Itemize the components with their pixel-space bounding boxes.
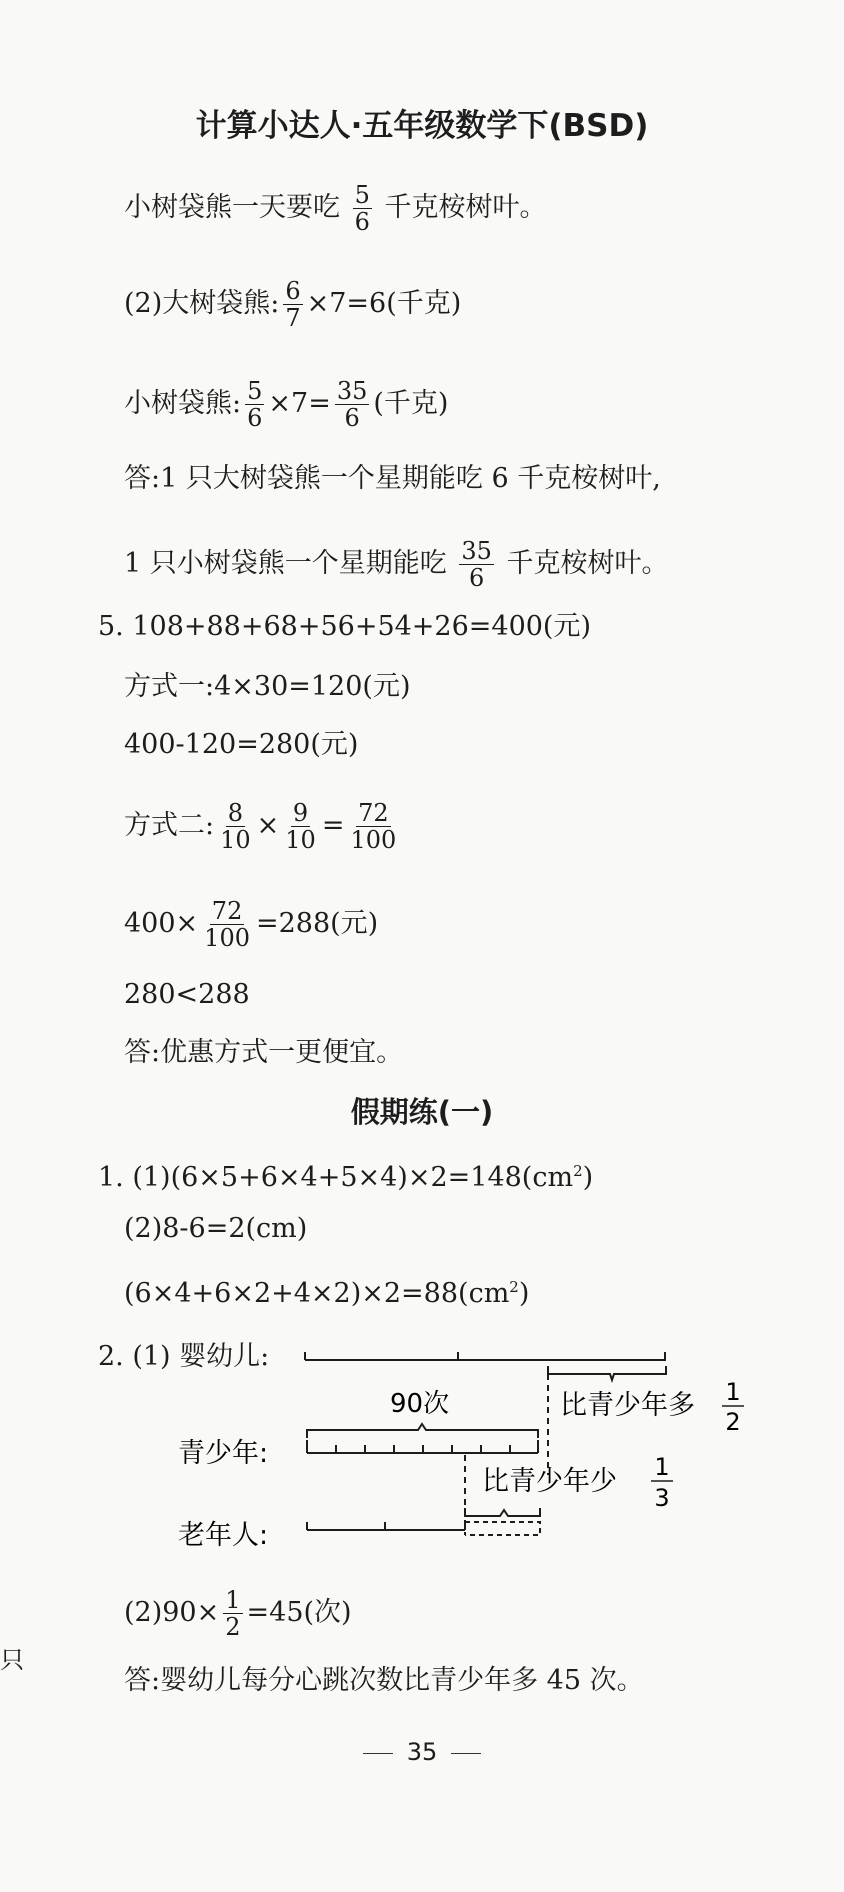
numerator: 5 bbox=[247, 377, 263, 405]
line-text: 400× bbox=[124, 908, 199, 939]
line-text: ) bbox=[582, 1162, 594, 1193]
count-brace bbox=[307, 1424, 538, 1438]
numerator: 72 bbox=[358, 799, 389, 827]
denominator: 6 bbox=[468, 564, 485, 592]
youth-segment bbox=[307, 1440, 538, 1453]
youth-label: 青少年: bbox=[178, 1438, 269, 1469]
line-text: ×7=6(千克) bbox=[306, 288, 462, 319]
numerator: 6 bbox=[285, 277, 301, 305]
q1-line-2: (2)8-6=2(cm) bbox=[124, 1213, 308, 1244]
numerator: 5 bbox=[354, 181, 370, 209]
answer-line-3: 答:优惠方式一更便宜。 bbox=[124, 1037, 404, 1068]
denominator: 6 bbox=[354, 208, 370, 236]
subtraction-line: 400-120=280(元) bbox=[124, 729, 359, 760]
numerator: 8 bbox=[227, 799, 244, 827]
denominator: 7 bbox=[285, 304, 301, 332]
operator: = bbox=[321, 810, 345, 841]
fraction bbox=[348, 800, 398, 853]
option-one-line: 方式一:4×30=120(元) bbox=[124, 671, 411, 702]
q2-answer: 答:婴幼儿每分心跳次数比青少年多 45 次。 bbox=[124, 1665, 644, 1696]
denominator: 100 bbox=[350, 826, 397, 854]
fraction bbox=[245, 378, 264, 431]
fraction bbox=[202, 898, 252, 951]
section-title: 假期练(一) bbox=[350, 1095, 494, 1129]
numerator: 35 bbox=[336, 377, 368, 405]
denominator: 10 bbox=[285, 826, 316, 854]
line-text: ) bbox=[518, 1278, 530, 1309]
line-text: 1 只小树袋熊一个星期能吃 bbox=[124, 548, 447, 579]
answer-line-1: 答:1 只大树袋熊一个星期能吃 6 千克桉树叶, bbox=[124, 463, 661, 494]
more-denominator: 2 bbox=[725, 1408, 741, 1436]
line-text: =45(次) bbox=[246, 1597, 352, 1628]
q2-line-2 bbox=[124, 1587, 352, 1640]
numerator: 72 bbox=[211, 897, 243, 925]
infant-segment bbox=[305, 1352, 665, 1360]
fraction bbox=[459, 538, 494, 591]
line-text: 小树袋熊: bbox=[124, 388, 242, 419]
elder-dashed-part bbox=[465, 1522, 540, 1535]
elder-segment bbox=[307, 1520, 465, 1530]
margin-mark: 只 bbox=[0, 1646, 24, 1674]
line-text: 千克桉树叶。 bbox=[384, 192, 547, 223]
line-text: ×7= bbox=[268, 388, 331, 419]
line-text: (千克) bbox=[373, 388, 449, 419]
line-text: (2)90× bbox=[124, 1597, 220, 1628]
dash bbox=[363, 1753, 393, 1754]
solution-line-3 bbox=[124, 378, 448, 431]
line-text: (6×4+6×2+4×2)×2=88(cm bbox=[124, 1278, 510, 1309]
fraction bbox=[283, 800, 318, 853]
more-label: 比青少年多 bbox=[560, 1390, 695, 1421]
q2-prefix: 2. (1) 婴幼儿: bbox=[98, 1341, 270, 1372]
line-text: 小树袋熊一天要吃 bbox=[124, 192, 340, 223]
fraction bbox=[335, 378, 370, 431]
denominator: 10 bbox=[220, 826, 251, 854]
denominator: 6 bbox=[247, 404, 263, 432]
more-numerator: 1 bbox=[725, 1378, 741, 1406]
page-number bbox=[0, 1738, 844, 1766]
denominator: 2 bbox=[225, 1613, 241, 1641]
line-text: =288(元) bbox=[255, 908, 379, 939]
numerator: 9 bbox=[292, 799, 309, 827]
fraction bbox=[283, 278, 302, 331]
solution-line-2 bbox=[124, 278, 461, 331]
fraction bbox=[223, 1587, 242, 1640]
answer-line-2 bbox=[124, 538, 669, 591]
less-denominator: 3 bbox=[654, 1484, 670, 1512]
fraction bbox=[353, 182, 372, 235]
page-number-text: 35 bbox=[406, 1738, 438, 1766]
elder-label: 老年人: bbox=[178, 1520, 269, 1551]
option-two-line bbox=[124, 800, 402, 853]
solution-line-1 bbox=[124, 182, 546, 235]
less-numerator: 1 bbox=[654, 1453, 670, 1481]
infant-extra-brace bbox=[548, 1366, 666, 1380]
denominator: 100 bbox=[204, 924, 250, 952]
line-text: 千克桉树叶。 bbox=[506, 548, 669, 579]
numerator: 1 bbox=[225, 1586, 241, 1614]
line-text: 1. (1)(6×5+6×4+5×4)×2=148(cm bbox=[98, 1162, 574, 1193]
superscript: 2 bbox=[573, 1162, 583, 1180]
less-brace bbox=[465, 1508, 540, 1516]
line-segment-diagram bbox=[0, 1330, 844, 1630]
denominator: 6 bbox=[344, 404, 360, 432]
problem-5-line: 5. 108+88+68+56+54+26=400(元) bbox=[98, 611, 592, 642]
superscript: 2 bbox=[509, 1278, 519, 1296]
calc-line bbox=[124, 898, 378, 951]
dash bbox=[451, 1753, 481, 1754]
count-label: 90次 bbox=[390, 1389, 450, 1419]
compare-line: 280<288 bbox=[124, 979, 250, 1010]
q1-line-1 bbox=[98, 1154, 593, 1195]
line-text: 方式二: bbox=[124, 810, 215, 841]
fraction bbox=[218, 800, 253, 853]
page-title: 计算小达人·五年级数学下(BSD) bbox=[195, 108, 649, 144]
operator: × bbox=[256, 810, 280, 841]
numerator: 35 bbox=[461, 537, 492, 565]
less-label: 比青少年少 bbox=[482, 1466, 617, 1497]
q1-line-3 bbox=[124, 1270, 529, 1311]
line-text: (2)大树袋熊: bbox=[124, 288, 280, 319]
